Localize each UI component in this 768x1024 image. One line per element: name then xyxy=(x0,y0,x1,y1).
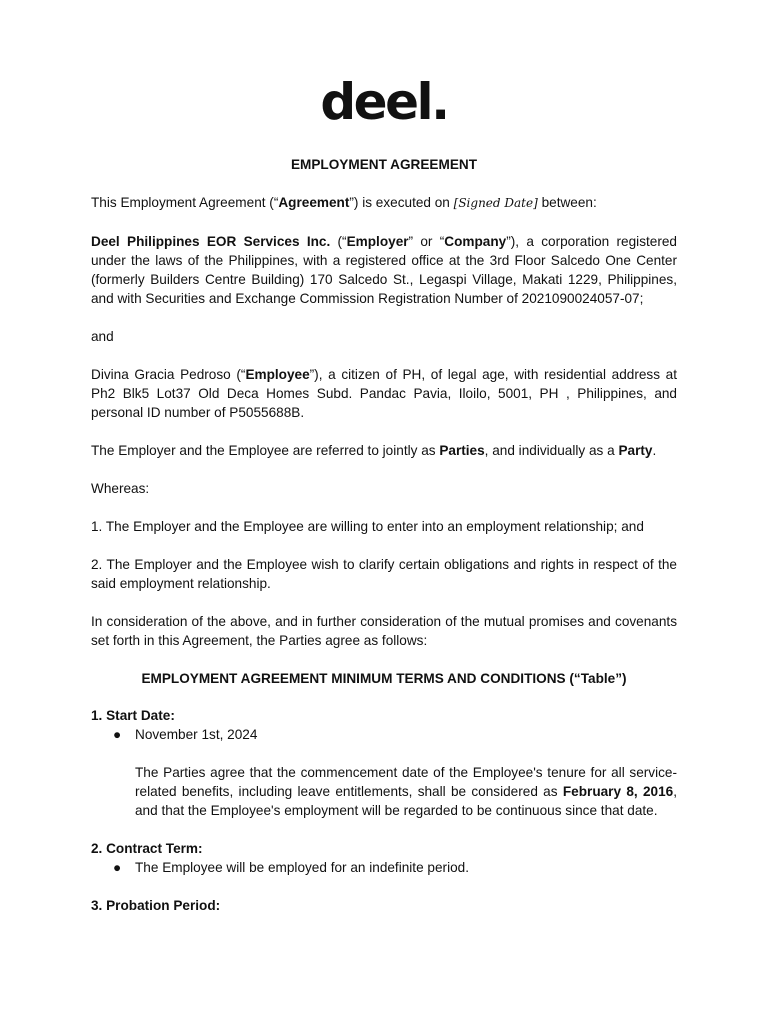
start-date-value: November 1st, 2024 xyxy=(135,727,258,742)
intro-paragraph xyxy=(91,193,677,213)
deel-logo: deel. xyxy=(320,73,448,131)
signed-date-field: [Signed Date] xyxy=(453,196,538,210)
parties-text-post: . xyxy=(652,443,657,458)
intro-text-post: between: xyxy=(537,195,597,210)
start-date-list xyxy=(91,725,677,744)
document-title: EMPLOYMENT AGREEMENT xyxy=(290,157,478,172)
company-term: Company xyxy=(444,234,507,249)
employer-text-2: ” or “ xyxy=(408,234,445,249)
start-date-note xyxy=(135,763,677,820)
recital-1: 1. The Employer and the Employee are willing to enter into an employment relationship; and xyxy=(91,519,644,534)
parties-term: Parties xyxy=(439,443,485,458)
parties-paragraph xyxy=(91,441,677,460)
and-paragraph: and xyxy=(91,329,114,344)
parties-text-pre: The Employer and the Employee are referred to jointly as xyxy=(91,443,440,458)
bullet-icon: ● xyxy=(113,860,122,875)
whereas-paragraph: Whereas: xyxy=(91,481,150,496)
start-date-heading: 1. Start Date: xyxy=(91,708,175,723)
start-date-note-pre: The Parties agree that the commencement date of the Employee's tenure for all service-related benefits, including leave entitlements, shall be considered as xyxy=(135,765,677,799)
tenure-commencement-date: February 8, 2016 xyxy=(562,784,674,799)
employer-paragraph xyxy=(91,232,677,308)
bullet-icon: ● xyxy=(113,727,122,742)
start-date-note-post: , and that the Employee's employment will be regarded to be continuous since that date. xyxy=(135,784,677,818)
contract-term-heading: 2. Contract Term: xyxy=(91,841,203,856)
employer-text-3: ”), a corporation registered under the laws of the Philippines, with a registered office at the 3rd Floor Salcedo One Center (formerly Builders Centre Building) 170 Salcedo St., Legaspi Village, Makati 1229, Philippines, and with Securities and Exchange Commission Registration Number of 2021090024057-07; xyxy=(91,234,677,306)
intro-text-pre: This Employment Agreement (“ xyxy=(91,195,279,210)
employee-text-2: ”), a citizen of PH, of legal age, with residential address at Ph2 Blk5 Lot37 Old Deca Homes Subd. Pandac Pavia, Iloilo, 5001, PH , Philippines, and personal ID number of P5055688B. xyxy=(91,367,677,420)
employee-paragraph xyxy=(91,365,677,422)
probation-period-heading: 3. Probation Period: xyxy=(91,898,221,913)
employer-term: Employer xyxy=(346,234,409,249)
party-term: Party xyxy=(618,443,653,458)
intro-text-mid: ”) is executed on xyxy=(349,195,454,210)
terms-section-title: EMPLOYMENT AGREEMENT MINIMUM TERMS AND CONDITIONS (“Table”) xyxy=(141,671,627,686)
employer-text-1: (“ xyxy=(330,234,347,249)
employee-term: Employee xyxy=(245,367,310,382)
agreement-term: Agreement xyxy=(278,195,350,210)
employee-text-1: (“ xyxy=(230,367,246,382)
consideration-paragraph: In consideration of the above, and in further consideration of the mutual promises and covenants set forth in this Agreement, the Parties agree as follows: xyxy=(91,614,677,648)
list-item xyxy=(91,858,677,877)
document-body xyxy=(91,155,677,915)
employer-name: Deel Philippines EOR Services Inc. xyxy=(91,234,331,249)
list-item xyxy=(91,725,677,744)
parties-text-mid: , and individually as a xyxy=(484,443,619,458)
contract-term-list xyxy=(91,858,677,877)
recital-2: 2. The Employer and the Employee wish to clarify certain obligations and rights in respect of the said employment relationship. xyxy=(91,557,677,591)
contract-term-value: The Employee will be employed for an indefinite period. xyxy=(135,860,469,875)
employee-name: Divina Gracia Pedroso xyxy=(91,367,231,382)
